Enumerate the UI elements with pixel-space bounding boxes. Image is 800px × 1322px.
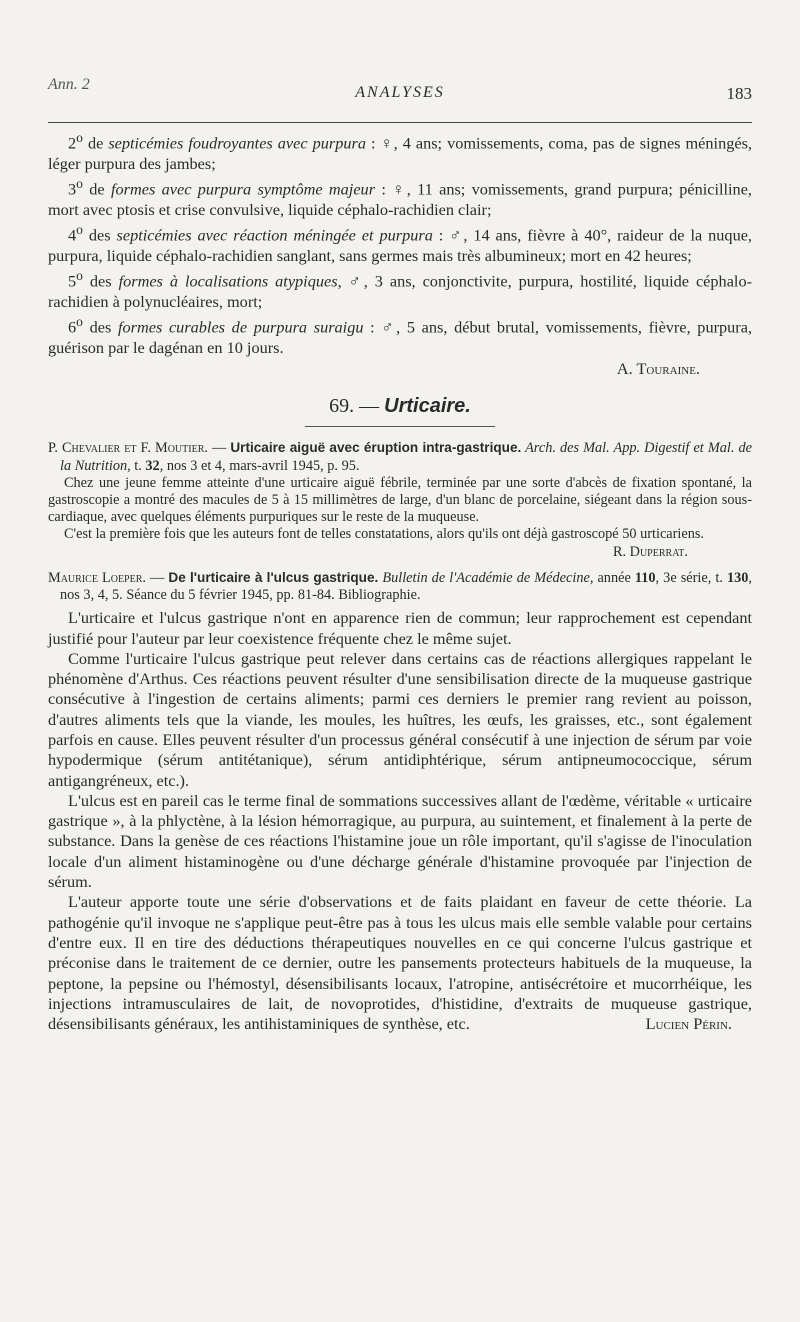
- entry-reference: [48, 569, 752, 604]
- entry-body-paragraph: Chez une jeune femme atteinte d'une urticaire aiguë fébrile, terminée par une sorte d'abcès de fixation spontané, la gastroscopie a montré des macules de 5 à 15 millimètres de large, d'un blanc de porcelaine, siégeant dans la région sous-cardiaque, avec quelques éléments purpuriques sur le reste de la muqueuse.: [48, 474, 752, 526]
- item-number: 4: [68, 225, 77, 245]
- case-item-4: [48, 220, 752, 266]
- item-number-sup: o: [76, 268, 83, 284]
- entry-body-paragraph: L'auteur apporte toute une série d'observations et de faits plaidant en faveur de cette théorie. La pathogénie qu'il invoque ne s'applique peut-être pas à tous les ulcus mais elle semble valable pour certains d'entre eux. Il en tire des déductions thérapeutiques nouvelles en ce qui concerne l'ulcus gastrique et préconise dans le traitement de ce dernier, outre les pansements protecteurs habituels de la muqueuse, la peptone, la pepsine ou l'hémostyl, désensibilisants locaux, l'atropine, antisécrétoire et mucorrhéique, les injections intramusculaires de lait, de novoprotides, d'histidine, d'extraits de muqueuse gastrique, désensibilisants généraux, les antihistaminiques de synthèse, etc.: [48, 892, 752, 1034]
- header-rule: [48, 122, 752, 123]
- page-number: 183: [726, 84, 752, 103]
- entry-body-paragraph: C'est la première fois que les auteurs font de telles constatations, alors qu'ils ont déjà gastroscopé 50 urticariens.: [64, 526, 704, 543]
- entry-journal: Bulletin de l'Académie de Médecine,: [378, 569, 594, 586]
- page-header-title: ANALYSES: [355, 84, 445, 101]
- item-number: 3: [68, 179, 77, 199]
- case-item-2: [48, 128, 752, 174]
- section-dash: —: [354, 395, 385, 418]
- page-content: [48, 128, 752, 1035]
- item-number: 6: [68, 317, 77, 337]
- case-item-5: [48, 266, 752, 312]
- item-italic: formes curables de purpura suraigu: [117, 317, 364, 337]
- entry-year-volume: 110: [634, 569, 656, 586]
- entry-body-paragraph: Comme l'urticaire l'ulcus gastrique peut relever dans certains cas de réactions allergiques rappelant le phénomène d'Arthus. Ces réactions peuvent résulter d'une sensibilisation directe de la muqueuse gastrique consécutive à l'ingestion de certains aliments; parmi ces derniers le premier rang revient au poisson, d'autres aliments tels que la viande, les moules, les huîtres, les œufs, les graisses, etc., sont également parfois en cause. Elles peuvent résulter d'un processus général consécutif à une injection de sérum par voie hypodermique (sérum antitétanique), sérum antidiphtérique, sérum antipneumococcique, sérum antigangréneux, etc.).: [48, 648, 752, 790]
- entry-volume: 32: [145, 457, 160, 474]
- item-text: : ♂, 14 ans, fièvre à 40°, raideur de la nuque, purpura, liquide céphalo-rachidien sanglant, sans germes mais très albumineux; mort en 42 heures;: [48, 225, 753, 265]
- entry-dash: —: [207, 440, 231, 457]
- case-list: [48, 128, 752, 379]
- case-item-3: [48, 174, 752, 220]
- item-text: , ♂, 3 ans, conjonctivite, purpura, hostilité, liquide céphalo-rachidien à polynucléaires, mort;: [48, 271, 753, 311]
- entry-dash: —: [145, 569, 169, 586]
- item-number: 5: [68, 271, 77, 291]
- entry-loeper: [48, 569, 752, 1035]
- entry-ref-post: , nos 3 et 4, mars-avril 1945, p. 95.: [159, 457, 360, 474]
- entry-ref-pre: t.: [130, 457, 146, 474]
- signature-perin: Lucien Périn.: [645, 1014, 732, 1034]
- case-item-6: [48, 312, 752, 358]
- item-pre: de: [82, 179, 111, 199]
- item-italic: septicémies avec réaction méningée et purpura: [116, 225, 433, 245]
- entry-reference: [48, 439, 752, 474]
- item-text: : ♂, 5 ans, début brutal, vomissements, fièvre, purpura, guérison par le dagénan en 10 jours.: [48, 317, 753, 357]
- entry-title: De l'urticaire à l'ulcus gastrique.: [168, 569, 379, 585]
- running-left-text: Ann. 2: [48, 76, 90, 93]
- item-pre: de: [82, 133, 109, 153]
- entry-ref-a: année: [593, 569, 635, 586]
- item-number-sup: o: [76, 176, 83, 192]
- section-number: 69.: [329, 395, 355, 418]
- entry-tome: 130: [726, 569, 749, 586]
- signature-duperrat: R. Duperrat.: [612, 543, 688, 560]
- entry-body-paragraph: L'ulcus est en pareil cas le terme final de sommations successives allant de l'œdème, véritable « urticaire gastrique », à la phlyctène, à la lésion hémorragique, au purpura, au suintement, et finalement à la perte de substance. Dans la genèse de ces réactions l'histamine joue un rôle important, qu'il s'agisse de l'inoculation locale d'un aliment histaminogène ou d'une décharge générale d'histamine provoquée par l'injection de sérum.: [48, 790, 752, 892]
- section-title: Urticaire.: [384, 395, 471, 418]
- signature-touraine: A. Touraine.: [616, 359, 700, 379]
- entry-ref-b: , 3e série, t.: [655, 569, 727, 586]
- item-number-sup: o: [76, 130, 83, 145]
- entry-authors: P. Chevalier et F. Moutier.: [48, 440, 208, 457]
- entry-journal: Arch. des Mal. App. Digestif et Mal. de la Nutrition,: [60, 440, 752, 474]
- item-pre: des: [82, 317, 118, 337]
- section-rule: [305, 426, 495, 427]
- item-pre: des: [82, 271, 119, 291]
- entry-body-paragraph: L'urticaire et l'ulcus gastrique n'ont en apparence rien de commun; leur rapprochement est cependant justifié pour l'auteur par leur coexistence fréquente chez le même sujet.: [48, 608, 752, 648]
- item-text: : ♀, 4 ans; vomissements, coma, pas de signes méningés, léger purpura des jambes;: [48, 133, 752, 173]
- item-pre: des: [82, 225, 117, 245]
- item-italic: septicémies foudroyantes avec purpura: [108, 133, 366, 153]
- item-number: 2: [68, 133, 77, 153]
- item-italic: formes avec purpura symptôme majeur: [110, 179, 376, 199]
- spacer: [48, 561, 752, 569]
- entry-ref-c: , nos 3, 4, 5. Séance du 5 février 1945, pp. 81-84. Bibliographie.: [60, 569, 752, 603]
- item-italic: formes à localisations atypiques: [118, 271, 338, 291]
- entry-authors: Maurice Loeper.: [48, 569, 146, 586]
- running-header: [48, 72, 752, 112]
- entry-title: Urticaire aiguë avec éruption intra-gastrique.: [230, 440, 522, 456]
- entry-chevalier: [48, 439, 752, 560]
- section-heading: [48, 395, 752, 418]
- item-text: : ♀, 11 ans; vomissements, grand purpura; pénicilline, mort avec ptosis et crise convulsive, liquide céphalo-rachidien clair;: [48, 179, 752, 219]
- item-number-sup: o: [76, 222, 83, 238]
- item-number-sup: o: [76, 314, 83, 330]
